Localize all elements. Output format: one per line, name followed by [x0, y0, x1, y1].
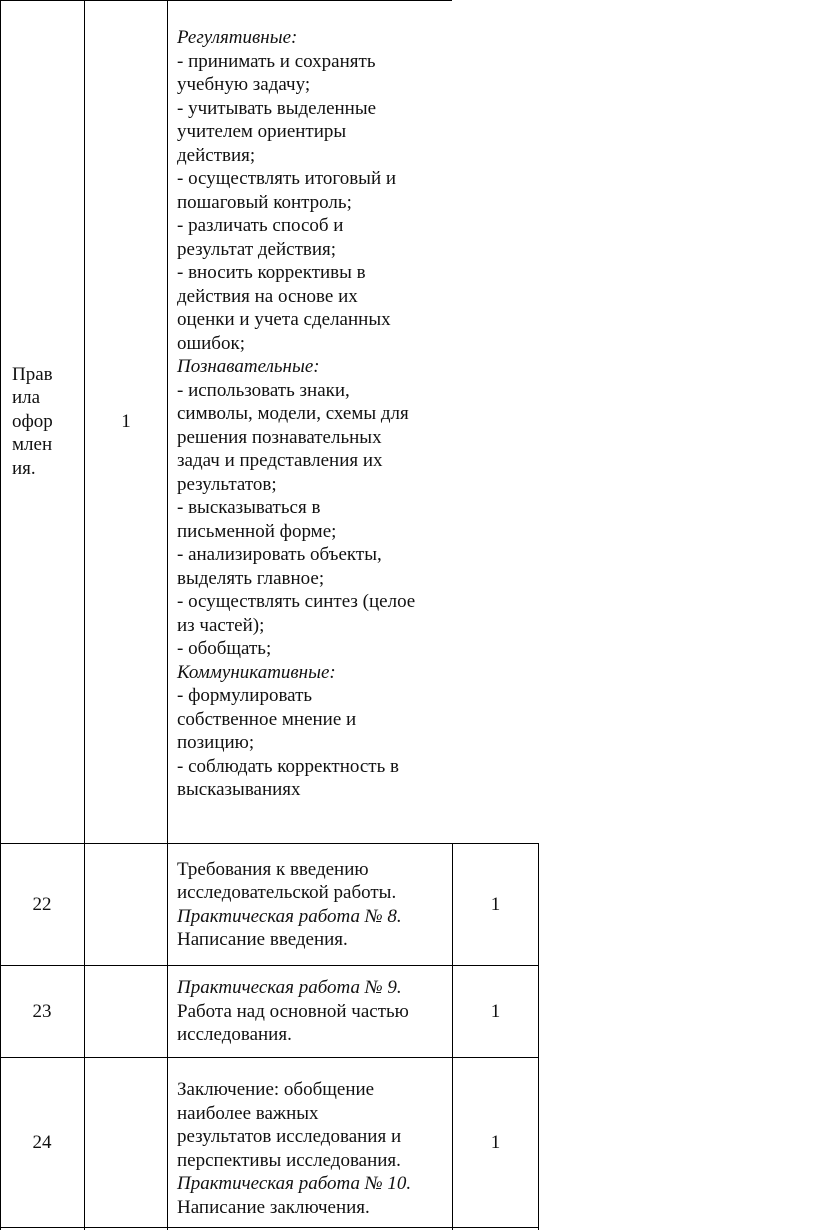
section-heading: Познавательные:: [177, 356, 320, 377]
text-line: - осуществлять итоговый и: [177, 168, 397, 189]
text-line: пошаговый контроль;: [177, 191, 352, 213]
row-24-hours: [453, 1058, 538, 1227]
text-line: собственное мнение и: [177, 708, 357, 730]
row-hours: 1: [490, 1000, 501, 1022]
topic-text-line: млен: [12, 434, 53, 456]
text-line: Заключение: обобщение: [177, 1079, 375, 1100]
row-number: 22: [32, 893, 52, 915]
hours-cell: [85, 0, 167, 843]
text-line: символы, модели, схемы для: [177, 403, 409, 424]
text-line: - учитывать выделенные: [177, 97, 377, 119]
row-content-lines: [177, 858, 452, 952]
text-line: - обобщать;: [177, 638, 272, 659]
row-22-hours: [453, 844, 538, 965]
text-line: выделять главное;: [177, 567, 325, 589]
row-number: 23: [32, 1000, 52, 1022]
topic-text-line: офор: [12, 410, 53, 432]
section-heading: Коммуникативные:: [177, 661, 336, 683]
text-line: - использовать знаки,: [177, 379, 350, 401]
section-heading: Практическая работа № 10.: [177, 1173, 412, 1194]
row-number: 24: [32, 1131, 52, 1153]
text-line: ошибок;: [177, 332, 245, 354]
text-line: наиболее важных: [177, 1102, 319, 1124]
text-line: решения познавательных: [177, 426, 382, 448]
column-divider-2: [167, 0, 168, 1230]
row-23-hours: [453, 966, 538, 1057]
topic-text-line: Прав: [12, 363, 53, 385]
text-line: - анализировать объекты,: [177, 544, 382, 565]
text-line: - соблюдать корректность в: [177, 755, 399, 777]
text-line: исследовательской работы.: [177, 882, 397, 903]
row-22-number: [0, 844, 84, 965]
text-line: письменной форме;: [177, 520, 337, 542]
topic-text-line: ия.: [12, 457, 36, 479]
topic-cell: [12, 0, 82, 843]
table-border-bottom: [0, 1227, 539, 1228]
text-line: результатов исследования и: [177, 1126, 402, 1147]
topic-text-line: ила: [12, 387, 41, 409]
text-line: из частей);: [177, 614, 265, 636]
text-line: Требования к введению: [177, 858, 369, 880]
section-heading: Практическая работа № 8.: [177, 905, 402, 927]
row-content-lines: [177, 1078, 452, 1219]
row-hours: 1: [490, 1131, 501, 1153]
text-line: задач и представления их: [177, 450, 383, 471]
row-content-lines: [177, 976, 452, 1047]
row-hours: 1: [490, 893, 501, 915]
section-heading: Практическая работа № 9.: [177, 977, 402, 999]
text-line: оценки и учета сделанных: [177, 309, 391, 330]
row-24-number: [0, 1058, 84, 1227]
row-23-content: [177, 966, 452, 1057]
text-line: перспективы исследования.: [177, 1149, 401, 1171]
text-line: - формулировать: [177, 685, 313, 706]
hours-value: 1: [121, 410, 131, 432]
text-line: результат действия;: [177, 238, 337, 260]
uud-list: [177, 26, 447, 802]
text-line: Работа над основной частью: [177, 1000, 409, 1022]
text-line: учителем ориентиры: [177, 121, 347, 142]
text-line: действия на основе их: [177, 285, 358, 307]
text-line: исследования.: [177, 1024, 292, 1046]
row-22-content: [177, 844, 452, 965]
text-line: результатов;: [177, 473, 277, 495]
text-line: высказываниях: [177, 779, 301, 800]
text-line: - вносить коррективы в: [177, 262, 366, 283]
row-23-number: [0, 966, 84, 1057]
text-line: - различать способ и: [177, 215, 344, 236]
uud-cell: [177, 26, 447, 802]
section-heading: Регулятивные:: [177, 27, 298, 48]
row-24-content: [177, 1070, 452, 1227]
text-line: Написание введения.: [177, 929, 348, 950]
table-border-right: [538, 843, 539, 1230]
text-line: Написание заключения.: [177, 1196, 370, 1218]
text-line: учебную задачу;: [177, 74, 311, 95]
text-line: - принимать и сохранять: [177, 50, 376, 72]
text-line: - осуществлять синтез (целое: [177, 591, 416, 612]
text-line: действия;: [177, 144, 256, 166]
text-line: позицию;: [177, 732, 255, 753]
text-line: - высказываться в: [177, 497, 321, 518]
